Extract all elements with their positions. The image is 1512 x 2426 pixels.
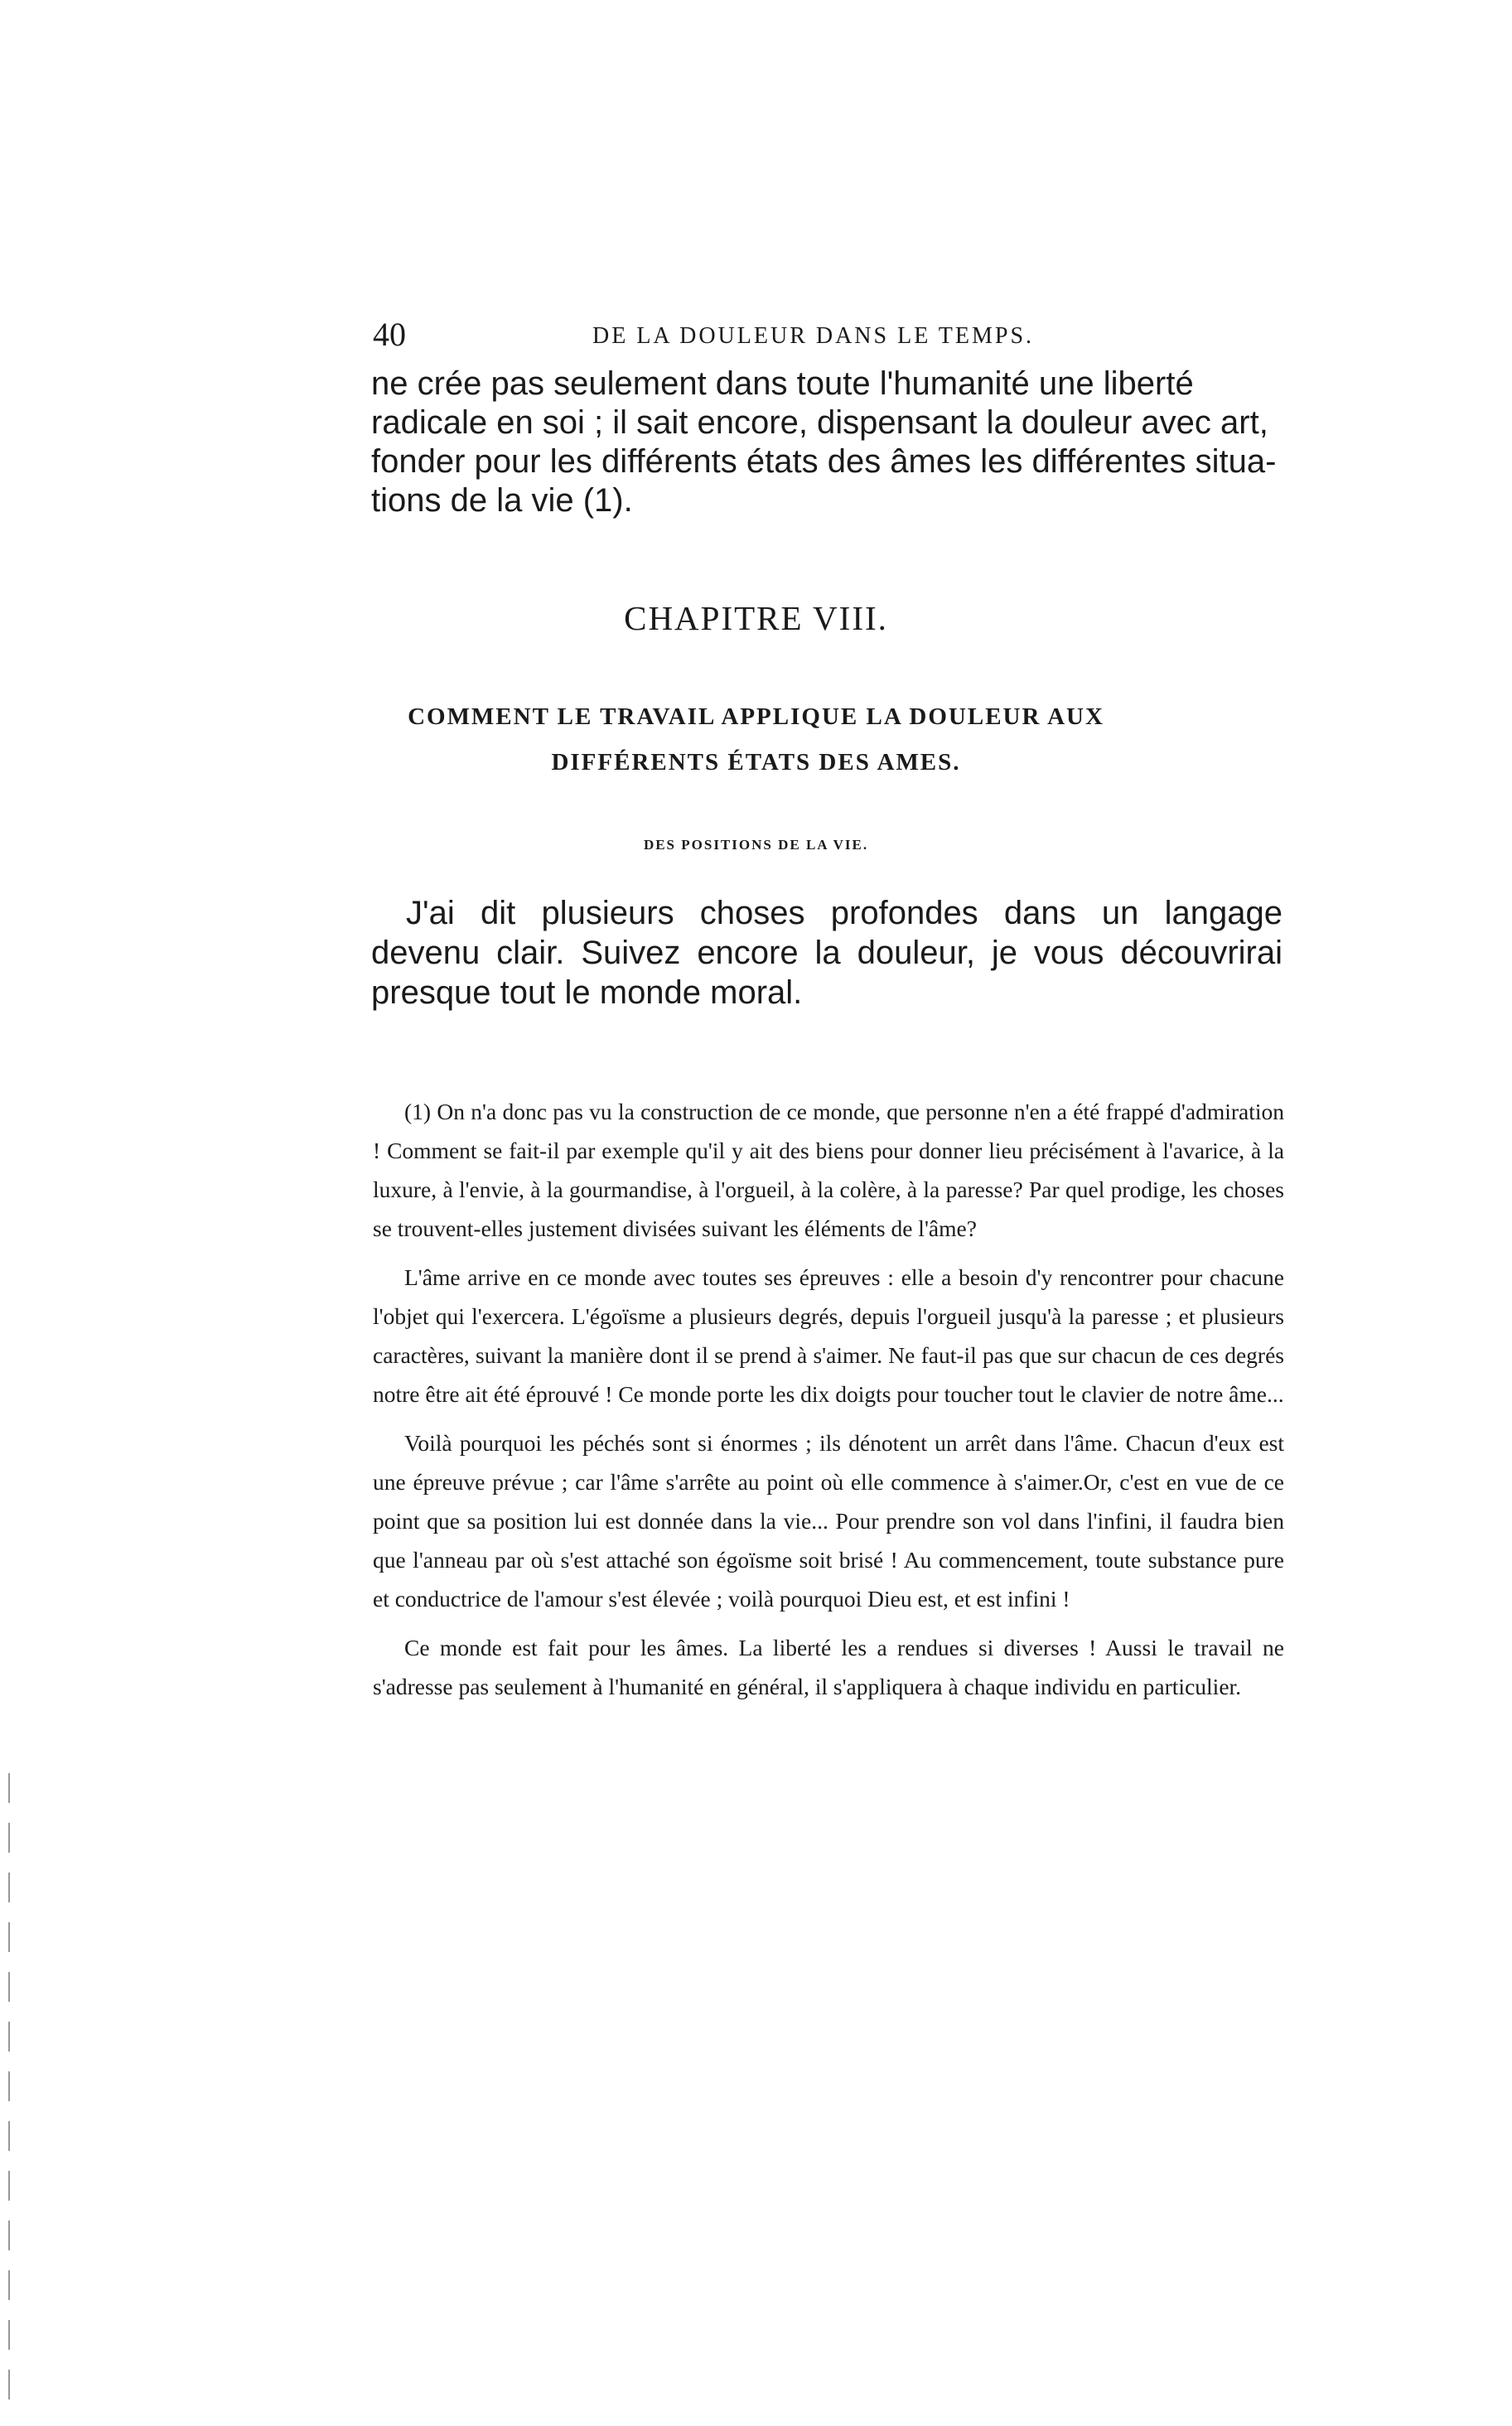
chapter-subtitle-line: DIFFÉRENTS ÉTATS DES AMES. (551, 749, 961, 776)
chapter-title: CHAPITRE VIII. (624, 599, 888, 637)
footnote-paragraph: L'âme arrive en ce monde avec toutes ses épreuves : elle a besoin d'y rencontrer pour chacune l'objet qui l'exercera. L'égoïsme a plusieurs degrés, depuis l'orgueil jusqu'à la paresse ; et plusieurs caractères, suivant la manière dont il se prend à s'aimer. Ne faut-il pas que sur chacun de ces degrés notre être ait été éprouvé ! Ce monde porte les dix doigts pour toucher tout le clavier de notre âme... (373, 1264, 1284, 1407)
intro-text: J'ai dit plusieurs choses profondes dans un langage devenu clair. Suivez encore la douleur, je vous découvrirai presque tout le monde moral. (371, 895, 1283, 1011)
running-header (373, 315, 1292, 356)
running-title: DE LA DOULEUR DANS LE TEMPS. (592, 323, 1035, 349)
opening-line: ne crée pas seulement dans toute l'humanité une liberté (371, 365, 1194, 402)
opening-line: radicale en soi ; il sait encore, dispensant la douleur avec art, (371, 404, 1268, 441)
section-label: DES POSITIONS DE LA VIE. (643, 837, 869, 853)
opening-paragraph (371, 365, 1283, 520)
scan-margin-mark (8, 1773, 10, 2403)
chapter-subtitle (0, 694, 1512, 785)
footnote-paragraph: Ce monde est fait pour les âmes. La liberté les a rendues si diverses ! Aussi le travail ne s'adresse pas seulement à l'humanité en général, il s'appliquera à chaque individu en particulier. (373, 1635, 1284, 1699)
footnote-paragraph: Voilà pourquoi les péchés sont si énormes ; ils dénotent un arrêt dans l'âme. Chacun d'eux est une épreuve prévue ; car l'âme s'arrête au point où elle commence à s'aimer.Or, c'est en vue de ce point que sa position lui est donnée dans la vie... Pour prendre son vol dans l'infini, il faudra bien que l'anneau par où s'est attaché son égoïsme soit brisé ! Au commencement, toute substance pure et conductrice de l'amour s'est élevée ; voilà pourquoi Dieu est, et est infini ! (373, 1430, 1284, 1612)
opening-line: fonder pour les différents états des âmes les différentes situa- (371, 443, 1277, 480)
opening-line: tions de la vie (1). (371, 482, 633, 519)
chapter-subtitle-line: COMMENT LE TRAVAIL APPLIQUE LA DOULEUR AUX (408, 703, 1104, 730)
page-number: 40 (373, 316, 406, 353)
footnote-paragraph: (1) On n'a donc pas vu la construction de ce monde, que personne n'en a été frappé d'admiration ! Comment se fait-il par exemple qu'il y ait des biens pour donner lieu précisément à l'avarice, à la luxure, à l'envie, à la gourmandise, à l'orgueil, à la colère, à la paresse? Par quel prodige, les choses se trouvent-elles justement divisées suivant les éléments de l'âme? (373, 1099, 1284, 1241)
intro-paragraph (371, 893, 1283, 1012)
footnote-block (373, 1092, 1284, 1716)
